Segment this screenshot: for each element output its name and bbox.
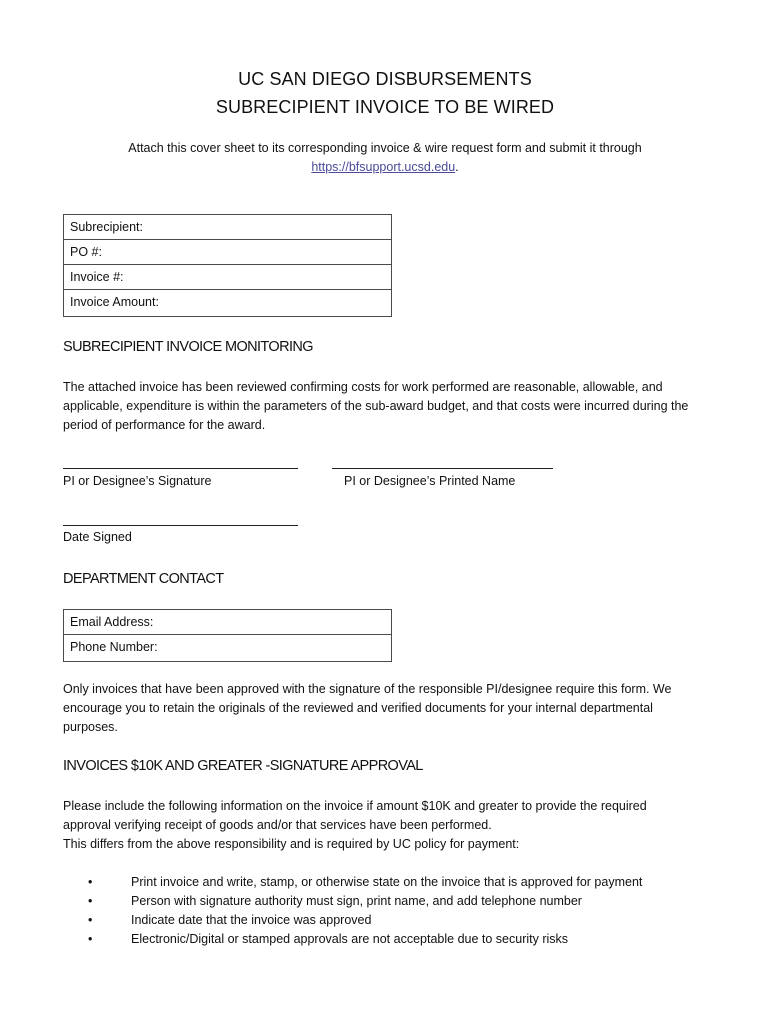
list-item — [88, 930, 708, 949]
list-item-text: Person with signature authority must sign, print name, and add telephone number — [131, 894, 582, 908]
list-item-text: Electronic/Digital or stamped approvals are not acceptable due to security risks — [131, 932, 569, 946]
page-title-line-1: UC SAN DIEGO DISBURSEMENTS — [238, 69, 532, 89]
date-signed-label: Date Signed — [63, 530, 132, 544]
signature-label: PI or Designee’s Signature — [63, 474, 212, 488]
intro-text — [0, 139, 770, 177]
approval-heading: INVOICES $10K AND GREATER -SIGNATURE APPROVAL — [63, 758, 423, 774]
date-signed-line[interactable] — [63, 525, 298, 526]
printed-name-label: PI or Designee’s Printed Name — [344, 474, 516, 488]
intro-link-line — [0, 158, 770, 177]
signature-line[interactable] — [63, 468, 298, 469]
email-address-field[interactable]: Email Address: — [64, 610, 391, 635]
list-item — [88, 873, 708, 892]
phone-number-field[interactable]: Phone Number: — [70, 640, 158, 654]
monitoring-paragraph: The attached invoice has been reviewed confirming costs for work performed are reasonable, allowable, and applicable, expenditure is within the parameters of the sub-award budget, and that costs were incurred during the period of performance for the award. — [63, 380, 689, 432]
subrecipient-field[interactable]: Subrecipient: — [64, 215, 391, 240]
bullet-icon: • — [88, 875, 93, 889]
department-contact-heading: DEPARTMENT CONTACT — [63, 571, 224, 587]
department-paragraph: Only invoices that have been approved with the signature of the responsible PI/designee require this form. We encourage you to retain the originals of the reviewed and verified documents for your internal departmental purposes. — [63, 682, 672, 734]
approval-paragraph-2: This differs from the above responsibility and is required by UC policy for payment: — [63, 837, 520, 851]
bullet-icon: • — [88, 932, 93, 946]
po-number-field[interactable]: PO #: — [64, 240, 391, 265]
intro-link-suffix: . — [455, 160, 459, 174]
list-item — [88, 892, 708, 911]
list-item-text: Indicate date that the invoice was approved — [131, 913, 372, 927]
bullet-icon: • — [88, 913, 93, 927]
approval-bullet-list — [88, 873, 708, 949]
intro-instruction: Attach this cover sheet to its corresponding invoice & wire request form and submit it through — [128, 141, 642, 155]
invoice-amount-field[interactable]: Invoice Amount: — [70, 295, 159, 309]
invoice-number-field[interactable]: Invoice #: — [64, 265, 391, 290]
page-title-line-2: SUBRECIPIENT INVOICE TO BE WIRED — [215, 97, 555, 117]
department-contact-box — [63, 609, 392, 662]
approval-paragraph-1: Please include the following information on the invoice if amount $10K and greater to provide the required approval verifying receipt of goods and/or that services have been performed. — [63, 799, 647, 832]
bullet-icon: • — [88, 894, 93, 908]
list-item-text: Print invoice and write, stamp, or otherwise state on the invoice that is approved for payment — [131, 875, 643, 889]
bfsupport-link[interactable]: https://bfsupport.ucsd.edu — [311, 160, 456, 174]
invoice-info-box — [63, 214, 392, 317]
printed-name-line[interactable] — [332, 468, 553, 469]
monitoring-heading: SUBRECIPIENT INVOICE MONITORING — [63, 339, 313, 355]
list-item — [88, 911, 708, 930]
